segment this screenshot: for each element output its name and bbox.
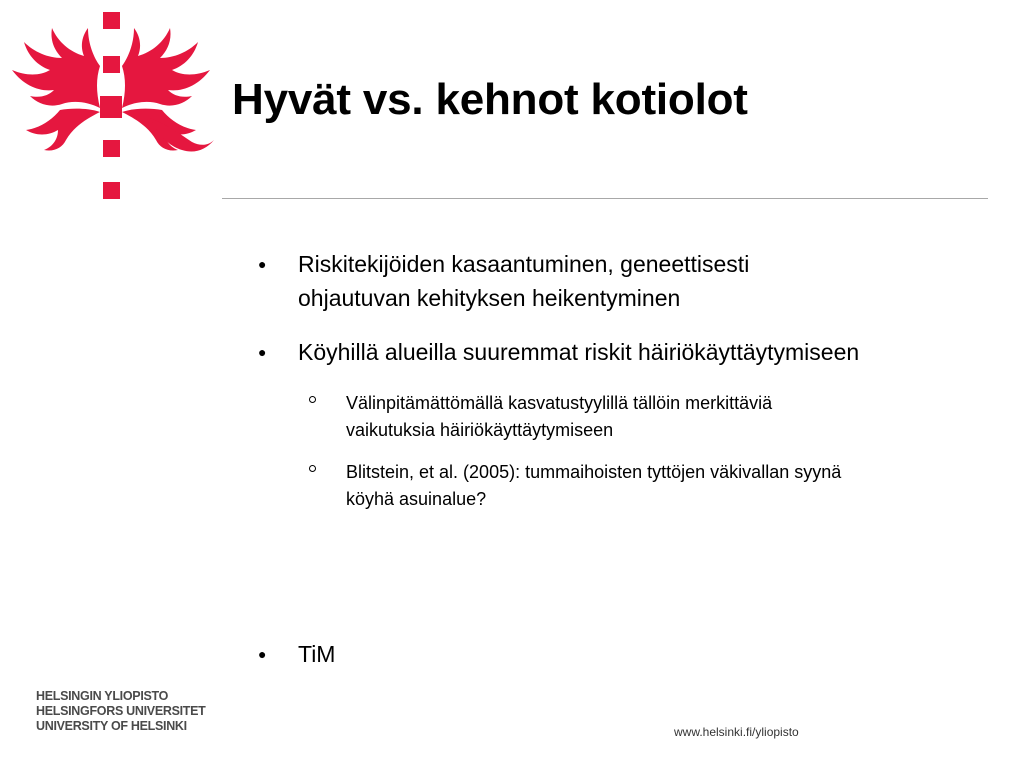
sub-bullet-item [346, 459, 841, 513]
bullet-dot-icon: ● [258, 256, 267, 272]
sub-bullet-text-line: köyhä asuinalue? [346, 489, 487, 509]
university-name-wordmark [36, 689, 206, 734]
logo-square-top [103, 12, 120, 29]
university-flame-logo [0, 0, 220, 210]
bullet-item [258, 637, 336, 671]
sub-bullet-text-line: Blitstein, et al. (2005): tummaihoisten tyttöjen väkivallan syynä [346, 462, 842, 482]
sub-bullet-text-line: Välinpitämättömällä kasvatustyylillä tällöin merkittäviä [346, 393, 773, 413]
logo-square-middle [100, 96, 122, 118]
logo-flame-left [12, 28, 100, 108]
sub-bullet-ring-icon [309, 465, 316, 472]
logo-square-upper [103, 56, 120, 73]
title-divider [222, 198, 988, 199]
logo-flame-right [122, 28, 210, 108]
bullet-text-line: TiM [298, 641, 336, 667]
logo-flame-left-lower [26, 109, 100, 151]
bullet-text-line: ohjautuvan kehityksen heikentyminen [298, 285, 681, 311]
bullet-text-line: Köyhillä alueilla suuremmat riskit häiriökäyttäytymiseen [298, 339, 860, 365]
bullet-dot-icon: ● [258, 344, 267, 360]
university-name-sv: HELSINGFORS UNIVERSITET [36, 704, 206, 718]
bullet-text-line: Riskitekijöiden kasaantuminen, geneettisesti [298, 251, 750, 277]
slide-title: Hyvät vs. kehnot kotiolot [232, 75, 748, 124]
sub-bullet-ring-icon [309, 396, 316, 403]
university-name-fi: HELSINGIN YLIOPISTO [36, 689, 169, 703]
logo-square-bottom [103, 182, 120, 199]
sub-bullet-item [346, 390, 772, 444]
bullet-item [258, 247, 750, 315]
sub-bullet-text-line: vaikutuksia häiriökäyttäytymiseen [346, 420, 614, 440]
bullet-item [258, 335, 860, 369]
logo-square-lower [103, 140, 120, 157]
footer-url-link[interactable]: www.helsinki.fi/yliopisto [674, 725, 799, 739]
university-name-en: UNIVERSITY OF HELSINKI [36, 719, 187, 733]
bullet-dot-icon: ● [258, 646, 267, 662]
